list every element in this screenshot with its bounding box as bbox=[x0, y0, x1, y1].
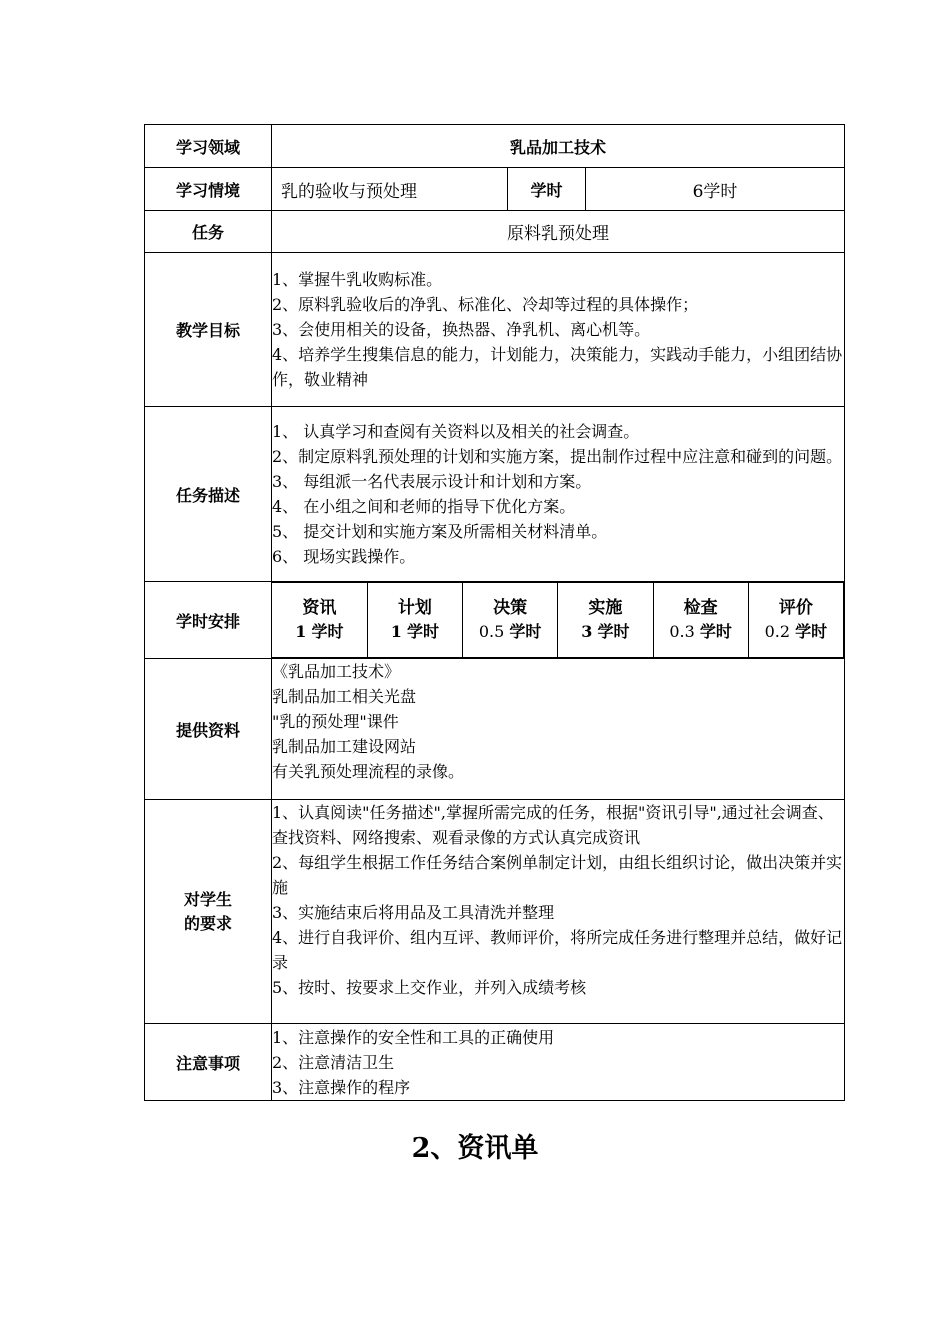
hours-schedule-cells bbox=[272, 582, 845, 659]
row-hours-schedule bbox=[145, 582, 845, 659]
hours-schedule-label: 学时安排 bbox=[145, 582, 272, 659]
task-description-list bbox=[272, 407, 845, 582]
list-item: 2、制定原料乳预处理的计划和实施方案，提出制作过程中应注意和碰到的问题。 bbox=[272, 447, 843, 466]
row-learning-situation bbox=[145, 168, 845, 211]
requirements-label-line: 的要求 bbox=[183, 913, 232, 933]
stage-plan bbox=[367, 583, 462, 658]
class-hours-value: 6学时 bbox=[586, 168, 845, 211]
class-hours-label: 学时 bbox=[508, 168, 586, 211]
stage-name: 评价 bbox=[778, 598, 813, 618]
list-item: 2、原料乳验收后的净乳、标准化、冷却等过程的具体操作； bbox=[272, 295, 699, 314]
stage-name: 检查 bbox=[683, 598, 718, 618]
list-item: 3、 每组派一名代表展示设计和计划和方案。 bbox=[272, 472, 592, 491]
task-value: 原料乳预处理 bbox=[272, 211, 845, 253]
stage-decision bbox=[463, 583, 558, 658]
stage-unit: 学时 bbox=[311, 622, 344, 641]
stage-hours: 0.3 bbox=[669, 622, 695, 641]
stage-hours: 0.2 bbox=[764, 622, 791, 641]
task-description-label: 任务描述 bbox=[145, 407, 272, 582]
list-item: 乳制品加工相关光盘 bbox=[272, 687, 417, 706]
stage-check bbox=[653, 583, 748, 658]
task-label: 任务 bbox=[145, 211, 272, 253]
materials-list bbox=[272, 659, 845, 800]
task-sheet-table bbox=[144, 124, 845, 1101]
stage-hours: 3 bbox=[581, 622, 593, 641]
notes-label: 注意事项 bbox=[145, 1024, 272, 1101]
list-item: 1、注意操作的安全性和工具的正确使用 bbox=[272, 1028, 555, 1047]
list-item: 5、按时、按要求上交作业，并列入成绩考核 bbox=[272, 978, 587, 997]
row-notes bbox=[145, 1024, 845, 1101]
row-teaching-goals bbox=[145, 253, 845, 407]
learning-situation-value: 乳的验收与预处理 bbox=[272, 168, 508, 211]
row-task-description bbox=[145, 407, 845, 582]
row-student-requirements bbox=[145, 800, 845, 1024]
stage-hours: 1 bbox=[390, 622, 402, 641]
list-item: 3、实施结束后将用品及工具清洗并整理 bbox=[272, 903, 555, 922]
student-requirements-list bbox=[272, 800, 845, 1024]
list-item: 有关乳预处理流程的录像。 bbox=[272, 762, 465, 781]
requirements-label-line: 对学生 bbox=[183, 889, 232, 909]
stage-unit: 学时 bbox=[509, 622, 542, 641]
hours-schedule-grid bbox=[272, 582, 844, 658]
stage-evaluation bbox=[748, 583, 843, 658]
list-item: 乳制品加工建设网站 bbox=[272, 737, 417, 756]
stage-hours: 0.5 bbox=[478, 622, 505, 641]
stage-hours: 1 bbox=[295, 622, 307, 641]
stage-name: 计划 bbox=[397, 598, 432, 618]
list-item: 4、培养学生搜集信息的能力，计划能力，决策能力，实践动手能力，小组团结协作，敬业精神 bbox=[272, 345, 843, 389]
row-task bbox=[145, 211, 845, 253]
list-item: 3、会使用相关的设备，换热器、净乳机、离心机等。 bbox=[272, 320, 651, 339]
stage-name: 决策 bbox=[493, 598, 528, 618]
teaching-goals-label: 教学目标 bbox=[145, 253, 272, 407]
list-item: 4、 在小组之间和老师的指导下优化方案。 bbox=[272, 497, 576, 516]
list-item: 4、进行自我评价、组内互评、教师评价，将所完成任务进行整理并总结，做好记录 bbox=[272, 928, 843, 972]
stage-unit: 学时 bbox=[597, 622, 630, 641]
list-item: "乳的预处理"课件 bbox=[272, 712, 399, 731]
learning-situation-label: 学习情境 bbox=[145, 168, 272, 211]
student-requirements-label bbox=[145, 800, 272, 1024]
materials-label: 提供资料 bbox=[145, 659, 272, 800]
stage-name: 资讯 bbox=[302, 598, 337, 618]
list-item: 1、掌握牛乳收购标准。 bbox=[272, 270, 443, 289]
stage-implementation bbox=[558, 583, 653, 658]
stage-unit: 学时 bbox=[699, 622, 732, 641]
learning-field-label: 学习领域 bbox=[145, 125, 272, 168]
list-item: 3、注意操作的程序 bbox=[272, 1078, 411, 1097]
section-heading: 2、资讯单 bbox=[411, 1133, 539, 1164]
list-item: 1、 认真学习和查阅有关资料以及相关的社会调查。 bbox=[272, 422, 640, 441]
stage-unit: 学时 bbox=[406, 622, 439, 641]
list-item: 2、注意清洁卫生 bbox=[272, 1053, 395, 1072]
stage-info bbox=[272, 583, 367, 658]
notes-list bbox=[272, 1024, 845, 1101]
list-item: 《乳品加工技术》 bbox=[272, 662, 401, 681]
learning-field-value: 乳品加工技术 bbox=[272, 125, 845, 168]
list-item: 2、每组学生根据工作任务结合案例单制定计划，由组长组织讨论，做出决策并实施 bbox=[272, 853, 843, 897]
row-materials bbox=[145, 659, 845, 800]
row-learning-field bbox=[145, 125, 845, 168]
list-item: 1、认真阅读"任务描述",掌握所需完成的任务，根据"资讯引导",通过社会调查、查找资料、网络搜索、观看录像的方式认真完成资讯 bbox=[272, 803, 834, 847]
stage-unit: 学时 bbox=[795, 622, 828, 641]
list-item: 6、 现场实践操作。 bbox=[272, 547, 416, 566]
stage-name: 实施 bbox=[588, 598, 623, 618]
list-item: 5、 提交计划和实施方案及所需相关材料清单。 bbox=[272, 522, 608, 541]
teaching-goals-list bbox=[272, 253, 845, 407]
